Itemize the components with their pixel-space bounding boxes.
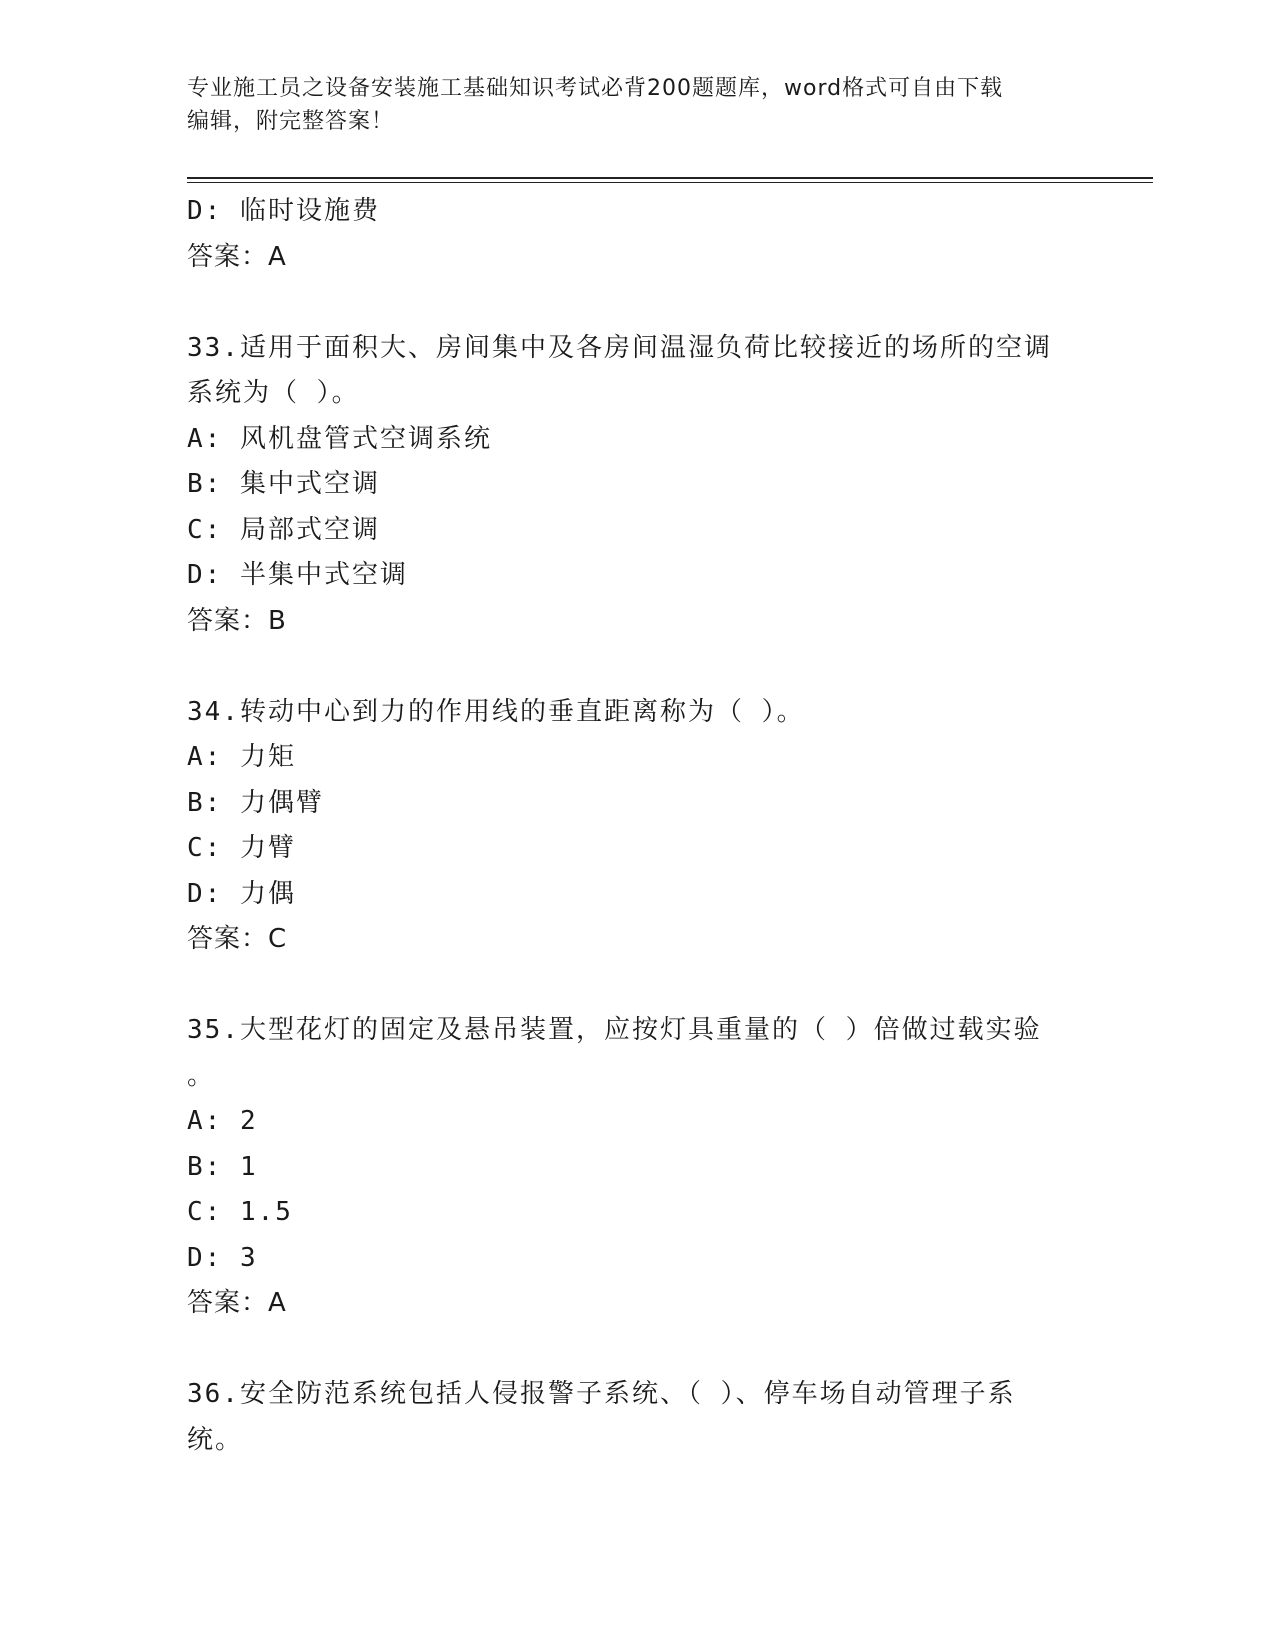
header-line-2: 编辑，附完整答案！ [187, 109, 395, 134]
question-35 [187, 1008, 1087, 1327]
option-b: B: 力偶臂 [187, 787, 324, 818]
question-stem: 。 [187, 1060, 216, 1091]
option-a: A: 风机盘管式空调系统 [187, 423, 492, 454]
option-c: C: 局部式空调 [187, 514, 380, 545]
question-36 [187, 1372, 1087, 1463]
option-a: A: 力矩 [187, 742, 296, 772]
question-stem: 系统为（ ）。 [187, 378, 360, 408]
question-stem: 36.安全防范系统包括人侵报警子系统、（ ）、停车场自动管理子系 [187, 1379, 1016, 1409]
question-stem: 34.转动中心到力的作用线的垂直距离称为（ ）。 [187, 696, 805, 727]
option-d: D: 半集中式空调 [187, 560, 408, 590]
question-34 [187, 690, 1087, 963]
question-33 [187, 326, 1087, 645]
answer-line: 答案：A [187, 241, 287, 272]
answer-line: 答案：C [187, 924, 288, 954]
option-c: C: 力臂 [187, 833, 296, 863]
option-d: D: 临时设施费 [187, 196, 380, 226]
question-stem: 统。 [187, 1424, 244, 1455]
option-b: B: 集中式空调 [187, 469, 380, 499]
option-b: B: 1 [187, 1151, 258, 1182]
question-list [187, 189, 1087, 1463]
answer-line: 答案：A [187, 1288, 287, 1318]
document-header [187, 72, 1087, 138]
option-c: C: 1.5 [187, 1197, 293, 1227]
question-stem: 33.适用于面积大、房间集中及各房间温湿负荷比较接近的场所的空调 [187, 332, 1052, 363]
header-line-1: 专业施工员之设备安装施工基础知识考试必背200题题库，word格式可自由下载 [187, 76, 1004, 101]
header-divider-thick [187, 177, 1153, 179]
header-divider-thin [187, 182, 1153, 183]
option-d: D: 力偶 [187, 878, 296, 909]
question-stem: 35.大型花灯的固定及悬吊装置，应按灯具重量的（ ）倍做过载实验 [187, 1015, 1042, 1045]
answer-line: 答案：B [187, 605, 287, 636]
option-d: D: 3 [187, 1242, 258, 1273]
option-a: A: 2 [187, 1106, 258, 1136]
